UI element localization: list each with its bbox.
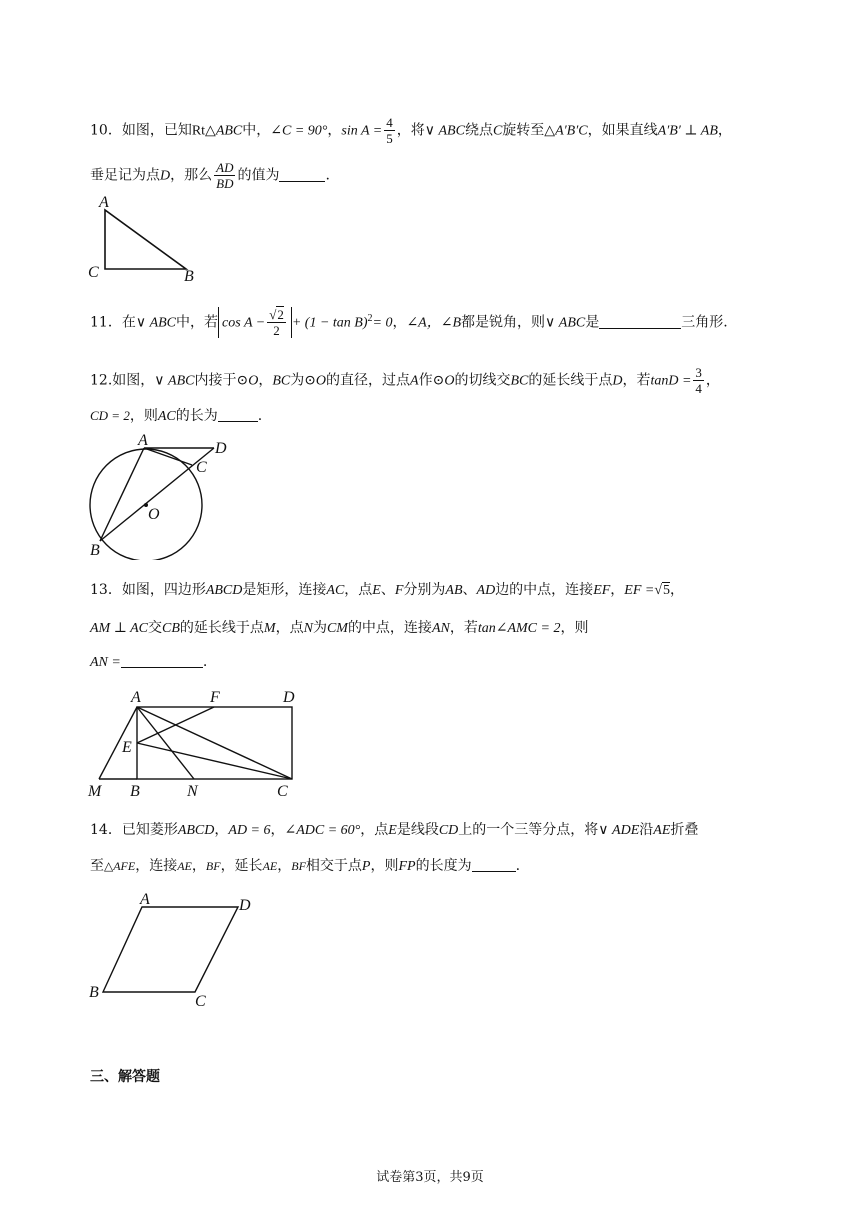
- text: 边的中点，连接: [495, 582, 594, 598]
- denominator: 2: [273, 323, 280, 338]
- label-d: D: [239, 897, 251, 914]
- math-triangle: △AFE: [104, 859, 136, 873]
- label-a: A: [131, 689, 141, 706]
- question-14-line-2: [90, 856, 520, 877]
- question-13-line-2: [90, 618, 588, 639]
- segment-ec: [137, 743, 292, 779]
- math-point: N: [303, 621, 313, 636]
- text: ，如果直线: [587, 122, 658, 139]
- text: .: [202, 654, 208, 670]
- text: 的值为: [237, 167, 280, 184]
- math-an-equals: AN =: [90, 655, 121, 670]
- segment-ab: [100, 448, 144, 541]
- text: 折叠: [670, 822, 699, 838]
- math-quad: ABCD: [177, 823, 215, 838]
- math-triangle: ∨ ABC: [135, 315, 177, 331]
- text: 相交于点: [305, 858, 362, 874]
- label-a: A: [99, 194, 109, 211]
- math-tan-term: + (1 − tan B): [291, 315, 368, 331]
- math-point: P: [361, 859, 371, 874]
- math-segment: BF: [291, 859, 306, 873]
- text: ，延长: [220, 858, 263, 874]
- text: 的长度为: [415, 858, 472, 874]
- denominator: 4: [695, 381, 702, 396]
- text: 的延长线于点: [528, 372, 613, 389]
- text: ，: [327, 122, 342, 139]
- math-segment: CM: [326, 621, 348, 636]
- text: 、: [380, 582, 395, 598]
- fraction-ad-bd: [214, 160, 235, 191]
- math-segment: EF: [593, 583, 611, 598]
- text: ，点: [360, 822, 389, 838]
- text: 中，: [242, 122, 271, 139]
- figure-13: [84, 686, 304, 802]
- math-circle: ⊙O: [304, 373, 327, 389]
- text: 沿: [639, 822, 654, 838]
- question-14-line-1: [90, 820, 698, 841]
- denominator: 5: [386, 131, 393, 146]
- section-heading: 三、解答题: [90, 1069, 160, 1085]
- text: 是矩形，连接: [242, 582, 327, 598]
- text: ，: [270, 822, 285, 838]
- label-m: M: [88, 783, 102, 800]
- math-angle-adc: ∠ADC = 60°: [284, 823, 361, 838]
- text: ，若: [622, 372, 651, 389]
- answer-blank: [599, 314, 681, 329]
- math-point: A: [410, 373, 419, 389]
- text: 的中点，连接: [347, 620, 432, 636]
- segment-ac: [137, 707, 292, 779]
- math-perpendicular: AM ⊥ AC: [90, 621, 149, 636]
- math-segment: CD: [438, 823, 459, 838]
- sqrt-radicand: 5: [663, 583, 671, 598]
- math-segment: AE: [653, 823, 671, 838]
- page-footer: 试卷第3页，共9页: [376, 1170, 484, 1185]
- text: 分别为: [403, 582, 446, 598]
- math-tan-d: tanD =: [650, 373, 692, 389]
- math-segment: BC: [272, 373, 291, 389]
- math-cos: cos A −: [222, 315, 266, 331]
- math-triangle: ∨ ABC: [424, 123, 465, 139]
- text: 已知菱形: [121, 822, 178, 838]
- text: 绕点: [464, 122, 493, 139]
- math-segment: AN: [431, 621, 450, 636]
- text: ，若: [449, 620, 478, 636]
- label-f: F: [210, 689, 220, 706]
- label-c: C: [88, 264, 99, 281]
- text: 、: [462, 582, 477, 598]
- math-point: E: [372, 583, 381, 598]
- math-ad: AD = 6: [228, 823, 271, 838]
- math-sin-a: sin A =: [341, 123, 383, 139]
- exponent: 2: [367, 312, 373, 324]
- figure-12: [84, 428, 244, 560]
- sqrt-radicand: 2: [277, 307, 284, 322]
- math-circle: ⊙O: [236, 373, 259, 389]
- text: ，那么: [170, 167, 213, 184]
- fraction-sqrt2-2: [267, 307, 286, 338]
- math-segment: FP: [398, 859, 416, 874]
- text: ，: [717, 122, 732, 139]
- label-b: B: [90, 542, 100, 559]
- math-point: M: [263, 621, 276, 636]
- numerator: 4: [386, 115, 393, 130]
- question-number: 10．: [90, 122, 122, 139]
- text: ，则: [370, 858, 399, 874]
- text: 垂足记为点: [90, 167, 160, 184]
- text: 内接于: [194, 372, 237, 389]
- math-triangle: ∨ ABC: [154, 373, 195, 389]
- math-segment: BF: [205, 859, 221, 873]
- numerator: 3: [695, 365, 702, 380]
- label-c: C: [196, 459, 207, 476]
- numerator: √2: [269, 307, 284, 322]
- math-rt: Rt△: [191, 123, 216, 139]
- answer-blank: [472, 857, 516, 872]
- text: 为: [290, 372, 305, 389]
- text: ，: [258, 372, 273, 389]
- text: .: [325, 167, 330, 184]
- answer-blank: [218, 407, 258, 422]
- text: ，: [705, 372, 720, 389]
- question-number: 13．: [90, 582, 122, 598]
- text: ，连接: [135, 858, 178, 874]
- text: .: [515, 858, 521, 874]
- text: ，: [610, 582, 625, 598]
- text: 是: [585, 314, 600, 331]
- label-a: A: [140, 891, 150, 908]
- sqrt-5: √5: [654, 583, 671, 598]
- text: ，点: [344, 582, 373, 598]
- math-segment: AB: [445, 583, 463, 598]
- math-segment: CB: [162, 621, 180, 636]
- text: 交: [148, 620, 163, 636]
- text: 作: [418, 372, 433, 389]
- label-b: B: [89, 984, 99, 1001]
- math-angles: ∠A，∠B: [406, 315, 462, 331]
- question-10-line-2: [90, 160, 330, 191]
- question-13-line-3: [90, 652, 207, 673]
- text: 都是锐角，则: [461, 314, 546, 331]
- question-number: 11．: [90, 314, 122, 331]
- label-o: O: [148, 506, 160, 523]
- label-c: C: [277, 783, 288, 800]
- math-point: D: [612, 373, 623, 389]
- text: ，: [277, 858, 292, 874]
- text: 的直径，过点: [326, 372, 411, 389]
- math-segment: AE: [262, 859, 278, 873]
- triangle-abc: [105, 210, 186, 269]
- math-segment: AD: [476, 583, 496, 598]
- label-n: N: [187, 783, 198, 800]
- answer-blank: [121, 653, 203, 668]
- math-ef-equals: EF =: [624, 583, 655, 598]
- math-point: F: [394, 583, 404, 598]
- text: 如图，四边形: [121, 582, 206, 598]
- label-a: A: [138, 432, 148, 449]
- text: 的延长线于点: [179, 620, 264, 636]
- text: 为: [312, 620, 327, 636]
- denominator: BD: [216, 176, 234, 191]
- numerator: AD: [216, 160, 234, 175]
- text: 是线段: [396, 822, 439, 838]
- segment-ac: [144, 448, 192, 465]
- question-13-line-1: [90, 580, 684, 601]
- text: ，则: [129, 408, 158, 424]
- label-b: B: [184, 268, 194, 284]
- text: ，: [670, 582, 685, 598]
- text: 至: [90, 858, 104, 874]
- text: 如图，: [112, 372, 155, 389]
- fraction-3-4: [693, 365, 704, 396]
- math-segment: AE: [177, 859, 192, 873]
- text: 上的一个三等分点，将: [458, 822, 599, 838]
- text: ，将: [396, 122, 425, 139]
- math-tan-amc: tan∠AMC = 2: [477, 621, 561, 636]
- math-triangle: ∨ ADE: [598, 823, 640, 838]
- text: 中，若: [176, 314, 219, 331]
- math-point: D: [160, 168, 171, 184]
- math-abc: ABC: [215, 123, 243, 139]
- math-quad: ABCD: [205, 583, 243, 598]
- text: ，: [191, 858, 206, 874]
- math-triangle: ∨ ABC: [545, 315, 586, 331]
- rhombus-abcd: [103, 907, 238, 992]
- question-10-line-1: [90, 115, 732, 146]
- label-d: D: [283, 689, 295, 706]
- label-b: B: [130, 783, 140, 800]
- label-d: D: [215, 440, 227, 457]
- math-triangle-prime: △A′B′C: [544, 123, 588, 139]
- segment-an: [137, 707, 194, 779]
- text: 在: [121, 314, 136, 331]
- math-segment: BC: [510, 373, 529, 389]
- text: 旋转至: [502, 122, 545, 139]
- question-number: 12.: [90, 372, 113, 389]
- text: ，: [214, 822, 229, 838]
- question-12-line-2: [90, 406, 262, 427]
- math-point: C: [492, 123, 503, 139]
- answer-blank: [279, 167, 325, 182]
- question-11: [90, 307, 728, 338]
- math-segment: AC: [326, 583, 345, 598]
- figure-14: [84, 888, 264, 1008]
- math-cd: CD = 2: [90, 408, 130, 423]
- text: .: [257, 408, 263, 424]
- absolute-value: [218, 307, 292, 338]
- text: 的长为: [175, 408, 218, 424]
- math-equals: = 0: [372, 315, 393, 331]
- math-angle-c: ∠C = 90°: [270, 123, 328, 139]
- math-segment: AC: [157, 409, 176, 424]
- text: ，: [392, 314, 407, 331]
- fraction-4-5: [384, 115, 395, 146]
- text: 的切线交: [454, 372, 511, 389]
- question-12-line-1: [90, 365, 720, 396]
- label-e: E: [122, 739, 132, 756]
- math-point: E: [388, 823, 397, 838]
- text: 三角形.: [681, 314, 728, 331]
- text: ，则: [560, 620, 589, 636]
- question-number: 14．: [90, 822, 122, 838]
- text: ，点: [275, 620, 304, 636]
- math-circle: ⊙O: [432, 373, 455, 389]
- label-c: C: [195, 993, 206, 1008]
- text: 如图，已知: [121, 122, 192, 139]
- math-perpendicular: A′B′ ⊥ AB: [657, 123, 718, 139]
- figure-10: [84, 192, 204, 284]
